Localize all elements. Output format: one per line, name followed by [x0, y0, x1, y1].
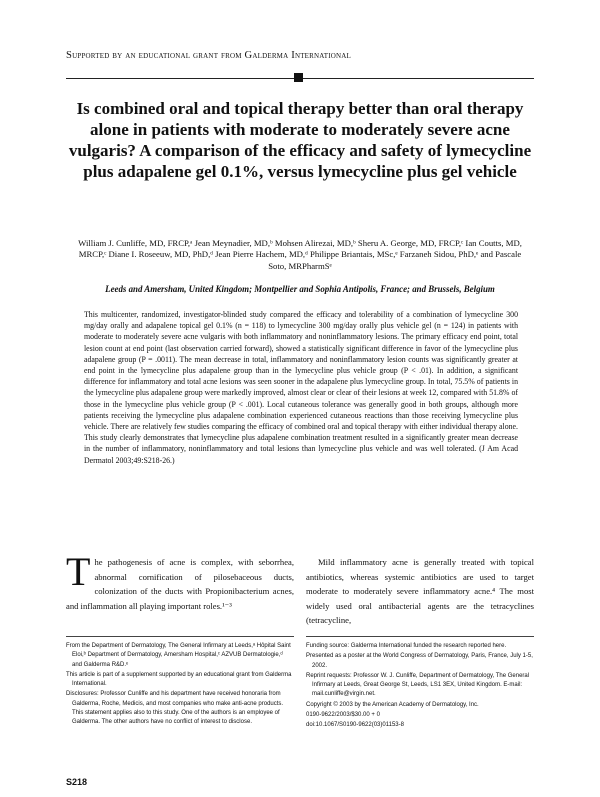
intro-paragraph: [66, 549, 294, 613]
footnote-doi: doi:10.1067/S0190-9622(03)01153-8: [306, 722, 404, 729]
footnote-disclosures: Disclosures: Professor Cunliffe and his department have received honoraria from Galderma, Roche, Medicis, and most companies who make anti-acne products. This statement applies also to this study. One of the authors is an employee of Galderma. The other authors have no conflict of interest to disclose.: [66, 691, 284, 726]
article-title: Is combined oral and topical therapy better than oral therapy alone in patients with moderate to moderately severe acne vulgaris? A comparison of the efficacy and safety of lymecycline plus adapalene gel 0.1%, versus lymecycline plus gel vehicle: [68, 99, 532, 181]
footnote-affiliations: From the Department of Dermatology, The General Infirmary at Leeds,ᵃ Hôpital Saint Eloi,ᵇ Department of Dermatology, Amersham Hospital,ᶜ AZVUB Dermatologie,ᵈ and Galderma R&D.ᵉ: [66, 643, 291, 668]
abstract-text: This multicenter, randomized, investigator-blinded study compared the efficacy and tolerability of a combination of lymecycline 300 mg/day orally and adapalene topical gel 0.1% (n = 118) to lymecycline 300 mg/day orally plus vehicle gel (n = 124) in patients with moderate to moderately severe acne vulgaris with both inflammatory and noninflammatory lesions. The primary efficacy end point, total lesion count at end point (last observation carried forward), showed a statistically significant difference in favor of the lymecycline plus adapalene group (P = .0011). The mean decrease in total, inflammatory and noninflammatory lesion counts was significantly greater at end point in the lymecycline plus adapalene group than in the lymecycline plus vehicle group (P < .01). In addition, a significant difference for inflammatory and total acne lesions was seen sooner in the adapalene plus lymecycline group. In total, 75.5% of patients in the lymecycline plus adapalene group were markedly improved, almost clear or clear of their lesions at week 12, compared with 51.8% of those in the lymecycline plus vehicle group (P < .001). Local cutaneous tolerance was generally good in both groups, although more patients receiving the lymecycline plus adapalene combination experienced cutaneous reactions than those receiving lymecycline plus vehicle. There are relatively few studies comparing the efficacy of combined oral and topical therapy with either individual therapy alone. This study clearly demonstrates that lymecycline plus adapalene combination treatment resulted in a significantly greater mean decrease in the number of inflammatory, noninflammatory and total lesions than lymecycline plus vehicle and was well tolerated. (J Am Acad Dermatol 2003;49:S218-26.): [84, 310, 518, 465]
footnote-funding: Funding source: Galderma International funded the research reported here.: [306, 643, 507, 649]
supplement-banner: Supported by an educational grant from Galderma International: [66, 50, 351, 61]
footnote-reprints: Reprint requests: Professor W. J. Cunliffe, Department of Dermatology, The General Infirmary at Leeds, Great George St, Leeds, LS1 3EX, United Kingdom. E-mail: mail.cunliffe@virgin.net.: [306, 672, 530, 698]
footnote-supplement: This article is part of a supplement supported by an educational grant from Galderma International.: [66, 671, 292, 688]
affiliations: Leeds and Amersham, United Kingdom; Montpellier and Sophia Antipolis, France; and Brussels, Belgium: [105, 284, 495, 294]
footnotes-right: [306, 642, 534, 732]
footnote-issn: 0190-9622/2003/$30.00 + 0: [306, 712, 380, 719]
page-number: S218: [66, 777, 88, 787]
abstract: [84, 309, 518, 466]
footnote-copyright: Copyright © 2003 by the American Academy of Dermatology, Inc.: [306, 701, 479, 708]
author-list: William J. Cunliffe, MD, FRCP,ᵃ Jean Meynadier, MD,ᵇ Mohsen Alirezai, MD,ᵇ Sheru A. George, MD, FRCP,ᶜ Ian Coutts, MD, MRCP,ᶜ Diane I. Roseeuw, MD, PhD,ᵈ Jean Pierre Hachem, MD,ᵈ Philippe Briantais, MSc,ᵉ Farzaneh Sidou, PhD,ᵉ and Pascale Soto, MRPharmSᵉ: [78, 238, 522, 271]
footnote-rule-right: [306, 636, 534, 637]
right-paragraph: Mild inflammatory acne is generally treated with topical antibiotics, whereas systemic antibiotics are used to target moderate to moderately severe inflammatory acne.⁴ The most widely used oral antibacterial agents are the tetracyclines (tetracycline,: [306, 557, 534, 625]
footnote-rule-left: [66, 636, 294, 637]
body-column-right: [306, 555, 534, 628]
footnote-presented: Presented as a poster at the World Congress of Dermatology, Paris, France, July 1-5, 2002.: [306, 653, 533, 669]
banner-square-ornament: [294, 73, 303, 82]
drop-cap: T: [66, 549, 91, 594]
intro-text: he pathogenesis of acne is complex, with seborrhea, abnormal cornification of pilosebaceous ducts, colonization of the ducts with Propionibacterium acnes, and inflammation all playing important roles.¹⁻³: [66, 557, 294, 611]
footnotes-left: [66, 642, 294, 729]
body-column-left: [66, 549, 294, 613]
